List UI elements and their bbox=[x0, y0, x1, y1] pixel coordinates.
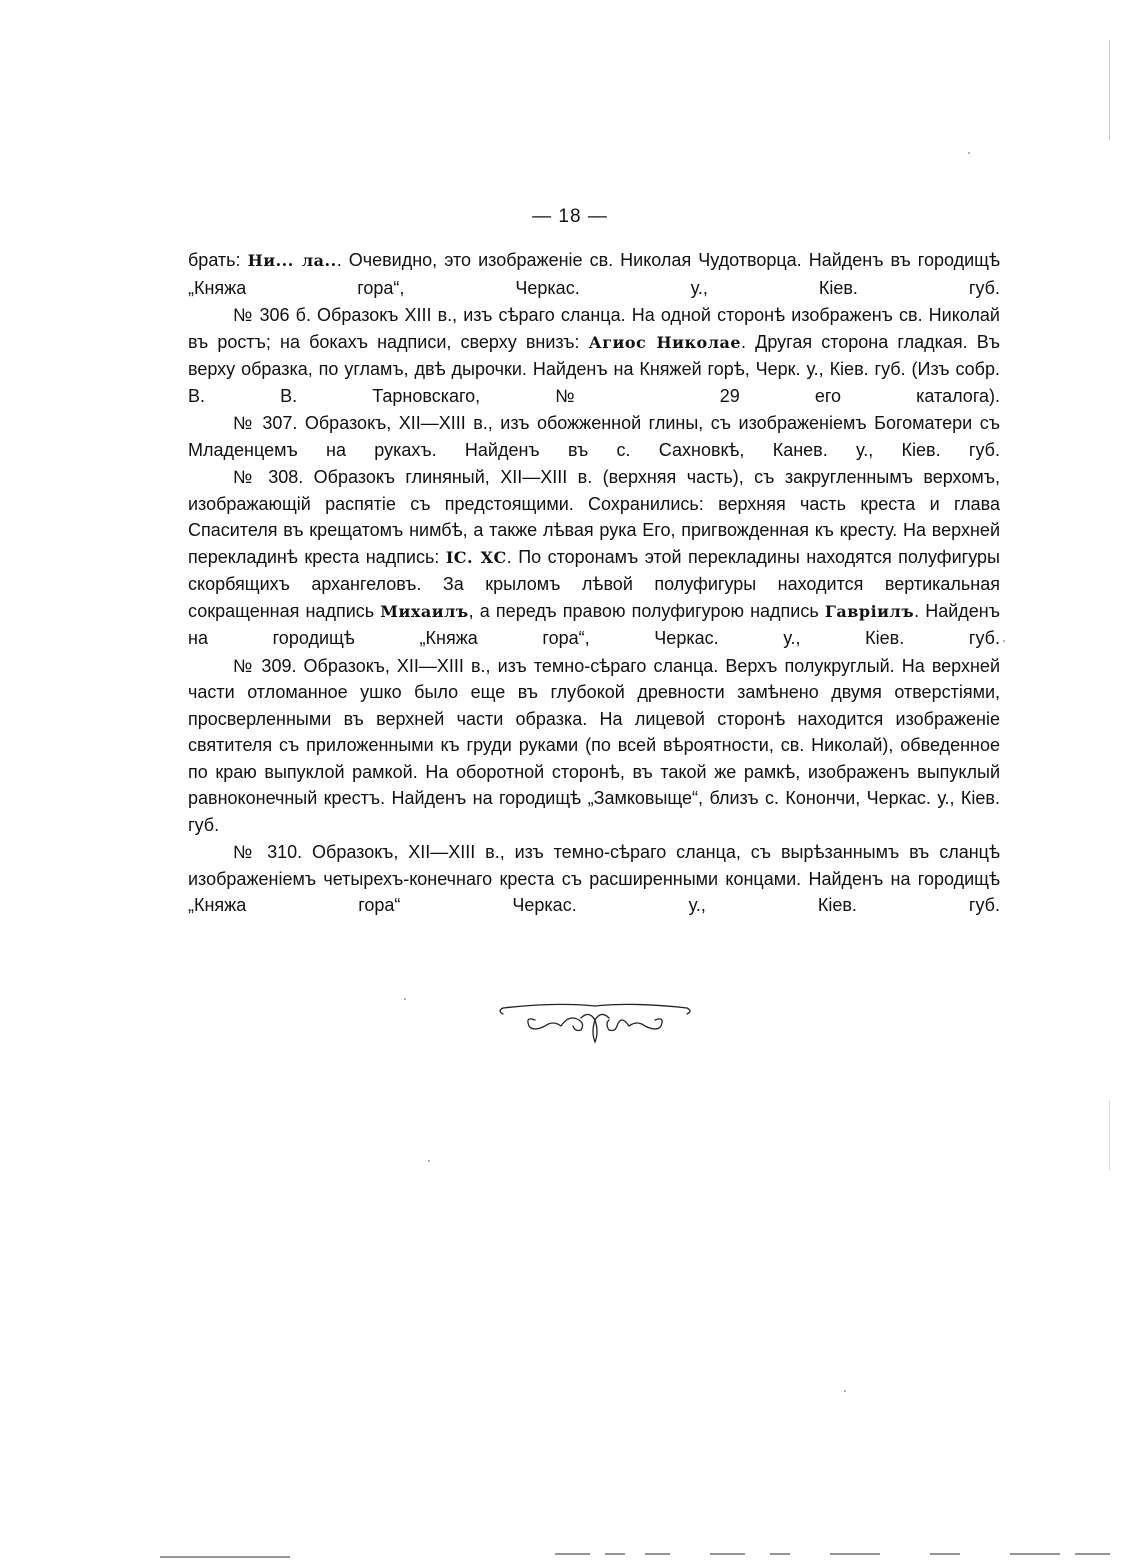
paragraph-p2 bbox=[188, 302, 1000, 409]
tailpiece-flourish-icon bbox=[495, 998, 695, 1054]
paragraph-text: . Очевидно, это изображенiе св. Николая Чудотворца. Найденъ въ городищѣ „Княжа гора“, Черкас. у., Кiев. губ. bbox=[188, 250, 1000, 298]
article-body bbox=[188, 247, 1000, 919]
paragraph-text: . Найденъ на городищѣ „Княжа гора“, Черкас. у., Кiев. губ. bbox=[188, 600, 1000, 648]
church-slavonic-inscription: Ни... ла.. bbox=[247, 251, 337, 270]
print-speck bbox=[1003, 640, 1005, 642]
paragraph-p6 bbox=[188, 839, 1000, 919]
page-number: — 18 — bbox=[532, 206, 608, 227]
paragraph-text: брать: bbox=[188, 250, 248, 270]
print-speck bbox=[844, 1390, 846, 1392]
paragraph-text: № 308. Образокъ глиняный, XII—XIII в. (верхняя часть), съ закругленнымъ верхомъ, изображающiй распятiе съ предстоящими. Сохранились: верхняя часть креста и глава Спасителя въ крещатомъ нимбѣ, а также лѣвая рука Его, пригвожденная къ кресту. На верхней перекладинѣ креста надпись: bbox=[188, 467, 1000, 567]
paragraph-p5 bbox=[188, 653, 1000, 839]
paragraph-p1 bbox=[188, 247, 1000, 301]
page-edge-line bbox=[1109, 40, 1110, 140]
paragraph-text: № 310. Образокъ, XII—XIII в., изъ темно-сѣраго сланца, съ вырѣзаннымъ въ сланцѣ изображенiемъ четырехъ-конечнаго креста съ расширенными концами. Найденъ на городищѣ „Княжа гора“ Черкас. у., Кiев. губ. bbox=[188, 842, 1000, 915]
paragraph-text: № 306 б. Образокъ XIII в., изъ сѣраго сланца. На одной сторонѣ изображенъ св. Николай въ ростъ; на бокахъ надписи, сверху внизъ: bbox=[188, 305, 1000, 352]
print-speck bbox=[968, 152, 970, 154]
paragraph-text: . Другая сторона гладкая. Въ верху образка, по угламъ, двѣ дырочки. Найденъ на Княжей горѣ, Черк. у., Кiев. губ. (Изъ собр. В. В. Тарновскаго, № 29 его каталога). bbox=[188, 331, 1001, 406]
church-slavonic-inscription: Гаврiилъ bbox=[824, 601, 915, 621]
print-speck bbox=[428, 1160, 430, 1162]
page-edge-line bbox=[1109, 1100, 1110, 1170]
paragraph-p3 bbox=[188, 410, 1000, 463]
print-speck bbox=[404, 998, 406, 1000]
church-slavonic-inscription: Михаилъ bbox=[380, 601, 469, 621]
paragraph-text: , а передъ правою полуфигурою надпись bbox=[468, 600, 825, 621]
church-slavonic-inscription: IС. ХС bbox=[445, 547, 507, 567]
paragraph-text: . По сторонамъ этой перекладины находятся полуфигуры скорбящихъ архангеловъ. За крыломъ лѣвой полуфигуры находится вертикальная сокращенная надпись bbox=[188, 546, 1000, 621]
paragraph-text: № 307. Образокъ, XII—XIII в., изъ обожженной глины, съ изображенiемъ Богоматери съ Младенцемъ на рукахъ. Найденъ въ с. Сахновкѣ, Канев. у., Кiев. губ. bbox=[188, 413, 1000, 460]
page-edge-dashes bbox=[0, 1548, 1140, 1562]
paragraph-p4 bbox=[188, 464, 1000, 652]
paragraph-text: № 309. Образокъ, XII—XIII в., изъ темно-сѣраго сланца. Верхъ полукруглый. На верхней части отломанное ушко было еще въ глубокой древности замѣнено двумя отверстiями, просверленными въ верхней части образка. На лицевой сторонѣ находится изображенiе святителя съ приложенными къ груди руками (по всей вѣроятности, св. Николай), обведенное по краю выпуклой рамкой. На оборотной сторонѣ, въ такой же рамкѣ, изображенъ выпуклый равноконечный крестъ. Найденъ на городищѣ „Замковыще“, близъ с. Конончи, Черкас. у., Кiев. губ. bbox=[188, 655, 1000, 835]
church-slavonic-inscription: Агиос Николае bbox=[588, 332, 742, 352]
